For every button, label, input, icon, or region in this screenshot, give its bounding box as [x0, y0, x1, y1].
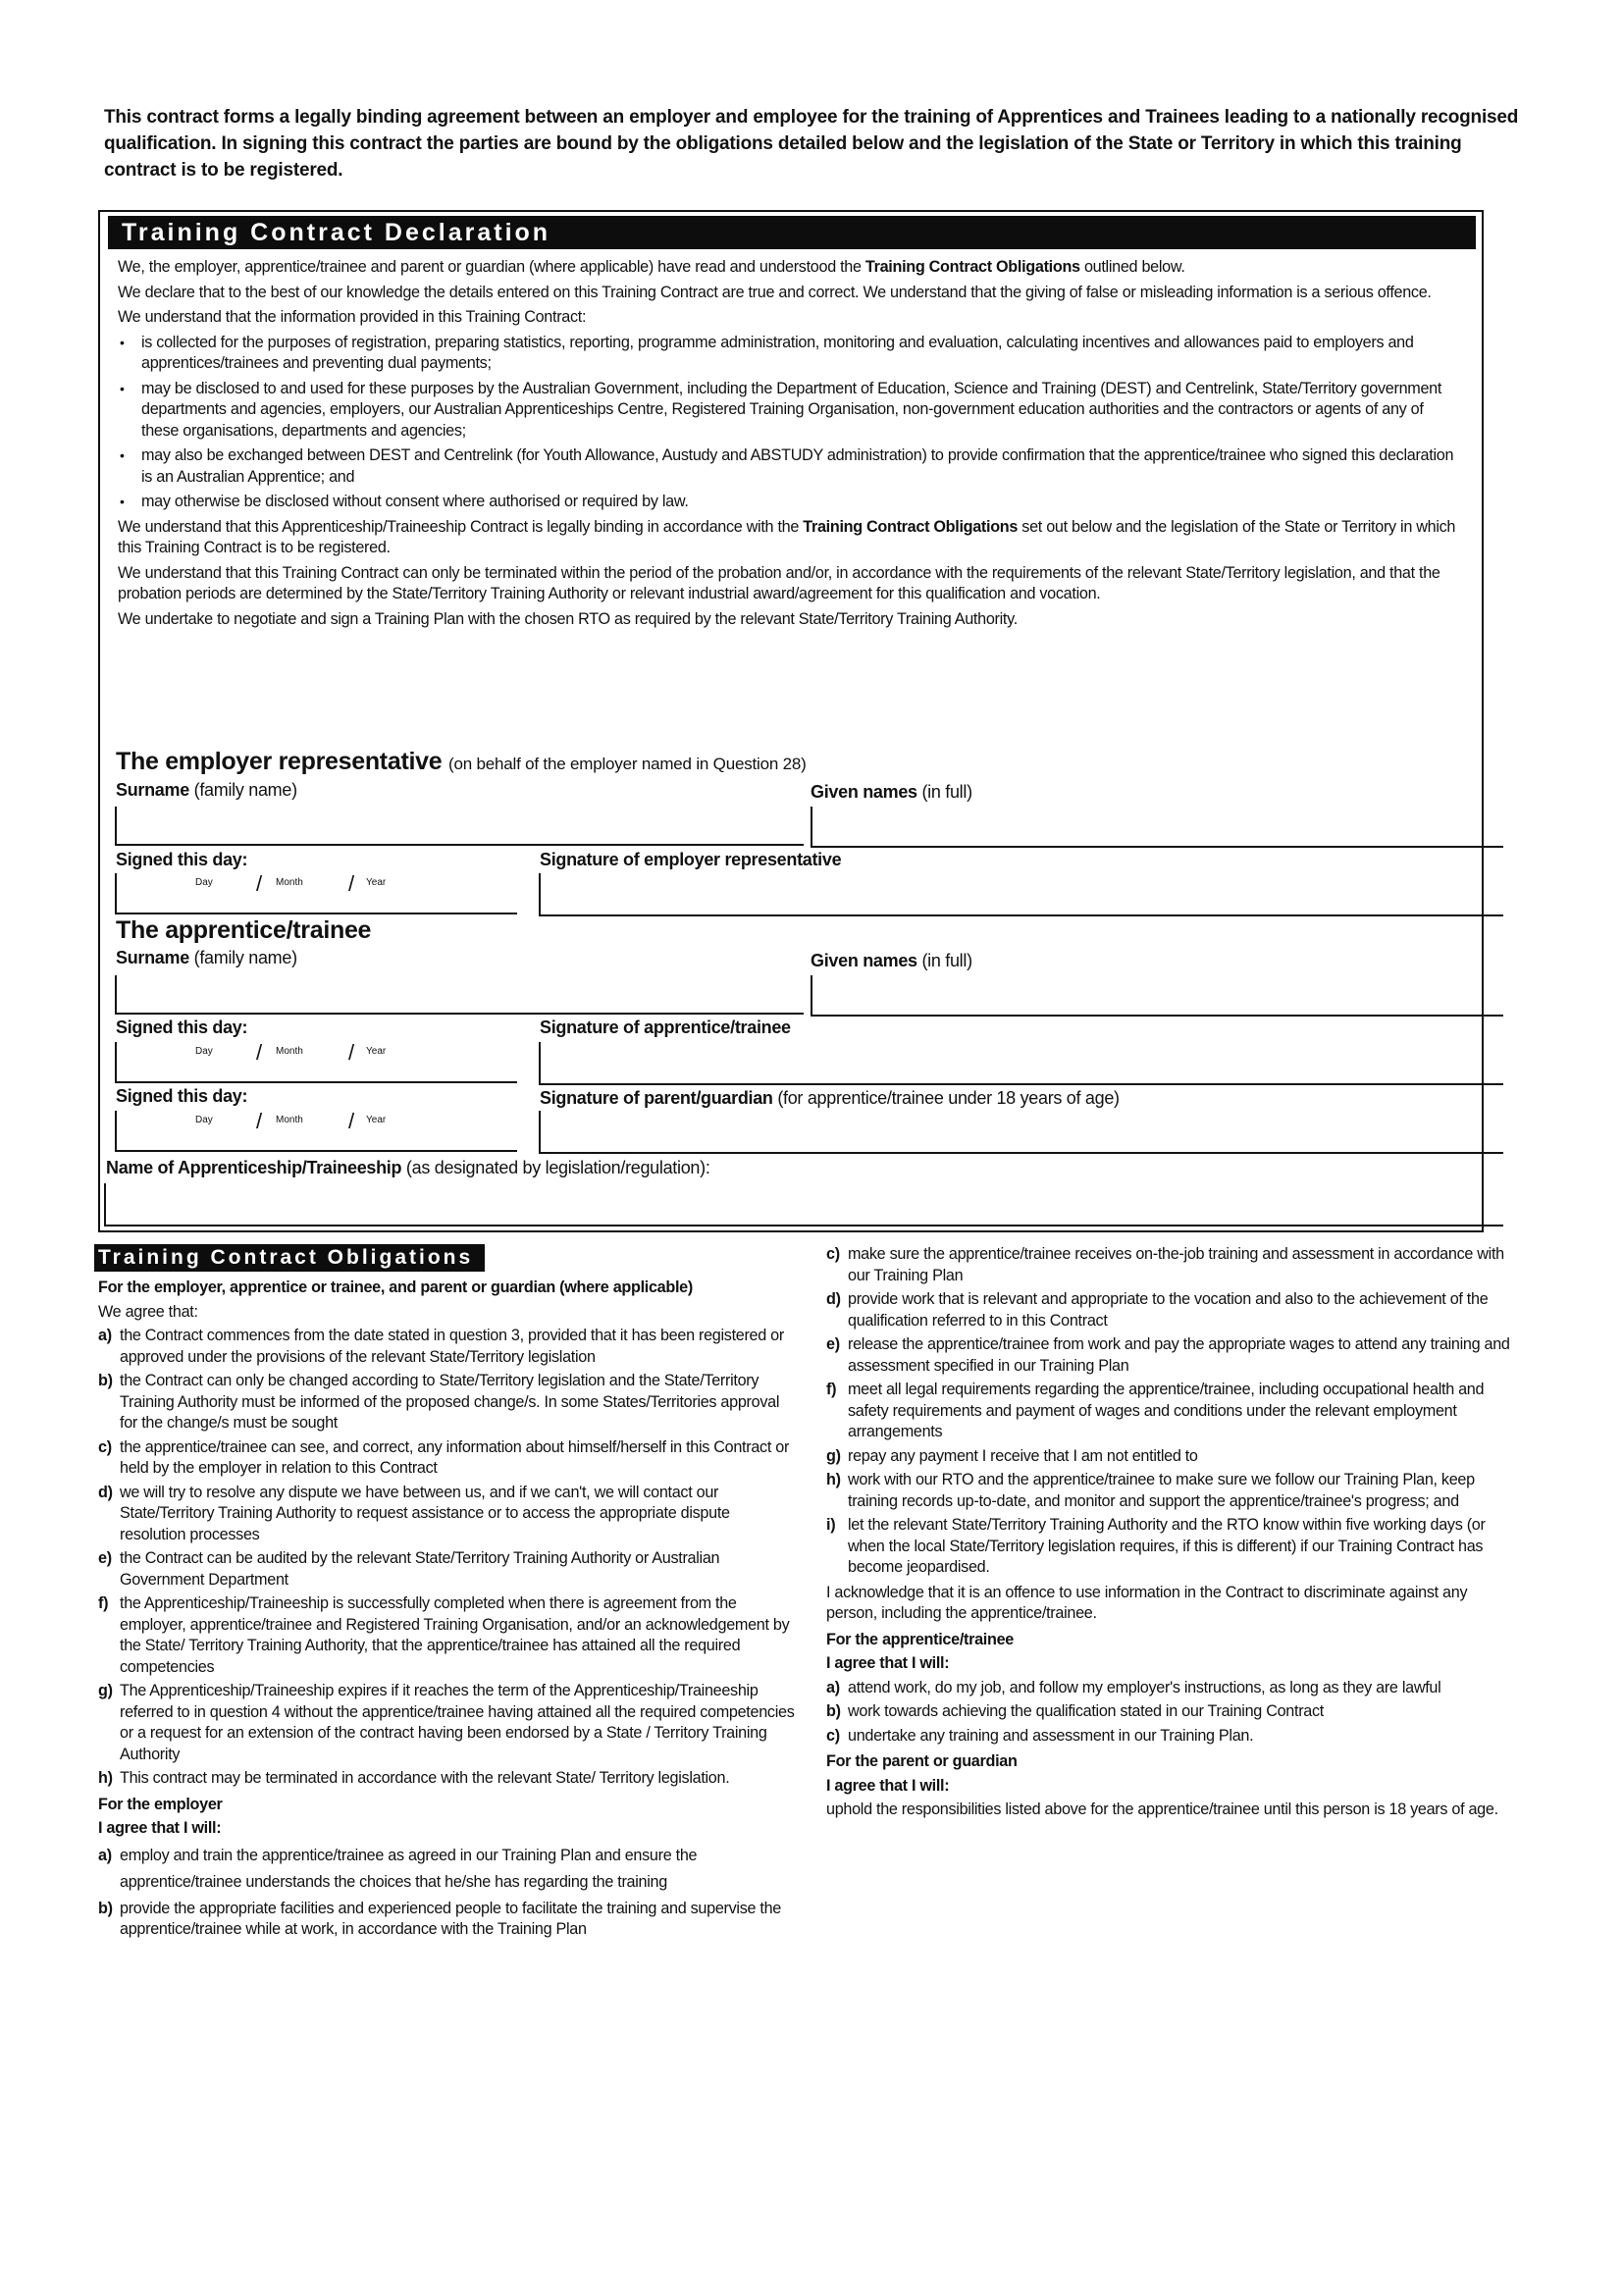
list-item: e) the Contract can be audited by the relevant State/Territory Training Authority or Australian Government Department	[98, 1549, 720, 1589]
year-label: Year	[366, 877, 387, 888]
parent-obligations-text: uphold the responsibilities listed above for the apprentice/trainee until this person is 18 years of age.	[826, 1800, 1498, 1818]
acknowledge-text: I acknowledge that it is an offence to use information in the Contract to discriminate against any person, including the apprentice/trainee.	[826, 1583, 1468, 1622]
month-label: Month	[276, 1115, 303, 1125]
month-label: Month	[276, 1046, 303, 1057]
day-label: Day	[195, 1046, 213, 1057]
employer-surname-field[interactable]	[115, 807, 804, 846]
employer-given-label: Given names (in full)	[811, 782, 972, 802]
apprenticeship-name-label: Name of Apprenticeship/Traineeship (as designated by legislation/regulation):	[106, 1158, 710, 1177]
apprentice-date-field[interactable]	[115, 1042, 517, 1083]
apprentice-surname-field[interactable]	[115, 975, 804, 1015]
parent-signature-label: Signature of parent/guardian (for apprentice/trainee under 18 years of age)	[540, 1088, 1120, 1108]
employer-signature-field[interactable]	[539, 873, 1503, 916]
employer-obligations-list	[98, 1843, 797, 1941]
list-item: g) repay any payment I receive that I am not entitled to	[826, 1446, 1198, 1465]
list-item: e) release the apprentice/trainee from work and pay the appropriate wages to attend any training and assessment specified in our Training Plan	[826, 1335, 1510, 1375]
apprentice-signed-label: Signed this day:	[116, 1018, 248, 1037]
list-item: h) This contract may be terminated in accordance with the relevant State/ Territory legislation.	[98, 1769, 730, 1787]
apprentice-heading: The apprentice/trainee	[116, 916, 372, 944]
parent-signature-field[interactable]	[539, 1111, 1503, 1154]
date-separator: /	[256, 871, 263, 896]
list-item: • is collected for the purposes of registration, preparing statistics, reporting, programme administration, monitoring and evaluation, calculating incentives and allowances paid to employers and apprentices/trainees and preventing dual payments;	[118, 333, 1462, 375]
year-label: Year	[366, 1115, 387, 1125]
list-item: • may otherwise be disclosed without consent where authorised or required by law.	[118, 492, 1462, 513]
apprentice-agree-label: I agree that I will:	[826, 1654, 950, 1672]
declaration-p1: We, the employer, apprentice/trainee and parent or guardian (where applicable) have read and understood the Training Contract Obligations outlined below.	[118, 258, 1185, 276]
list-item: i) let the relevant State/Territory Training Authority and the RTO know within five working days (or when the local State/Territory legislation requires, if this is different) if our Training Contract has become jeopardised.	[826, 1516, 1486, 1576]
list-item: b) work towards achieving the qualification stated in our Training Contract	[826, 1702, 1324, 1720]
apprentice-given-label: Given names (in full)	[811, 951, 972, 970]
list-item: c) the apprentice/trainee can see, and correct, any information about himself/herself in this Contract or held by the employer in relation to this Contract	[98, 1437, 790, 1477]
list-item: d) provide work that is relevant and appropriate to the vocation and also to the achievement of the qualification referred to in this Contract	[826, 1290, 1489, 1330]
year-label: Year	[366, 1046, 387, 1057]
list-item: b) provide the appropriate facilities and experienced people to facilitate the training and supervise the apprentice/trainee while at work, in accordance with the Training Plan	[98, 1899, 782, 1938]
employer-date-field[interactable]	[115, 873, 517, 914]
date-separator: /	[256, 1040, 263, 1065]
declaration-title: Training Contract Declaration	[108, 216, 1476, 249]
employer-given-field[interactable]	[811, 807, 1503, 848]
apprentice-surname-label: Surname (family name)	[116, 948, 297, 967]
declaration-p4: We understand that this Apprenticeship/Traineeship Contract is legally binding in accordance with the Training Contract Obligations set out below and the legislation of the State or Territory in which this Training Contract is to be registered.	[118, 517, 1456, 556]
all-parties-heading: For the employer, apprentice or trainee, and parent or guardian (where applicable)	[98, 1278, 693, 1296]
apprentice-given-field[interactable]	[811, 975, 1503, 1017]
apprentice-signature-field[interactable]	[539, 1042, 1503, 1085]
day-label: Day	[195, 877, 213, 888]
declaration-p5: We understand that this Training Contract can only be terminated within the period of the probation and/or, in accordance with the requirements of the relevant State/Territory legislation, and that the probation periods are determined by the State/Territory Training Authority or relevant industrial award/agreement for this qualification and vocation.	[118, 563, 1440, 602]
employer-surname-label: Surname (family name)	[116, 780, 297, 800]
list-item: f) the Apprenticeship/Traineeship is successfully completed when there is agreement from the employer, apprentice/trainee and Registered Training Organisation, and/or an acknowledgement by the State/ Territory Training Authority, that the apprentice/trainee has attained all the required competencies	[98, 1594, 790, 1676]
employer-signature-label: Signature of employer representative	[540, 850, 842, 869]
list-item: • may be disclosed to and used for these purposes by the Australian Government, including the Department of Education, Science and Training (DEST) and Centrelink, State/Territory government departments and agencies, employers, our Australian Apprenticeships Centre, Registered Training Organisation, non-government education authorities and the contractors or agents of any of these organisations, departments and agencies;	[118, 379, 1462, 443]
list-item: • may also be exchanged between DEST and Centrelink (for Youth Allowance, Austudy and ABSTUDY administration) to provide confirmation that the apprentice/trainee who signed this declaration is an Australian Apprentice; and	[118, 445, 1462, 488]
parent-agree-label: I agree that I will:	[826, 1776, 950, 1795]
list-item: d) we will try to resolve any dispute we have between us, and if we can't, we will contact our State/Territory Training Authority to request assistance or to access the appropriate dispute resolution processes	[98, 1483, 730, 1543]
employer-obligations-list-continued	[826, 1244, 1515, 1579]
list-item: g) The Apprenticeship/Traineeship expires if it reaches the term of the Apprenticeship/Traineeship referred to in question 4 without the apprentice/trainee having attained all the required competencies or a request for an extension of the contract having been endorsed by a State / Territory Training Authority	[98, 1682, 795, 1763]
declaration-p2: We declare that to the best of our knowledge the details entered on this Training Contract are true and correct. We understand that the giving of false or misleading information is a serious offence.	[118, 283, 1432, 301]
employer-rep-heading: The employer representative (on behalf of the employer named in Question 28)	[116, 748, 807, 775]
list-item: c) make sure the apprentice/trainee receives on-the-job training and assessment in accordance with our Training Plan	[826, 1245, 1504, 1284]
obligations-title: Training Contract Obligations	[94, 1244, 485, 1272]
apprentice-obligations-list	[826, 1678, 1515, 1748]
declaration-bullets	[118, 333, 1462, 513]
declaration-p3: We understand that the information provided in this Training Contract:	[118, 308, 587, 326]
list-item: c) undertake any training and assessment in our Training Plan.	[826, 1726, 1254, 1745]
parent-obligations-heading: For the parent or guardian	[826, 1752, 1018, 1770]
list-item: a) employ and train the apprentice/trainee as agreed in our Training Plan and ensure the apprentice/trainee understands the choices that he/she has regarding the training	[98, 1846, 698, 1891]
date-separator: /	[348, 871, 355, 896]
intro-paragraph: This contract forms a legally binding agreement between an employer and employee for the training of Apprentices and Trainees leading to a nationally recognised qualification. In signing this contract the parties are bound by the obligations detailed below and the legislation of the State or Territory in which this training contract is to be registered.	[104, 107, 1519, 181]
we-agree-label: We agree that:	[98, 1302, 198, 1321]
declaration-p6: We undertake to negotiate and sign a Training Plan with the chosen RTO as required by the relevant State/Territory Training Authority.	[118, 609, 1018, 628]
employer-signed-label: Signed this day:	[116, 850, 248, 869]
date-separator: /	[348, 1109, 355, 1133]
all-parties-list	[98, 1326, 797, 1790]
apprentice-signature-label: Signature of apprentice/trainee	[540, 1018, 791, 1037]
employer-agree-label: I agree that I will:	[98, 1819, 222, 1837]
obligations-right-column	[826, 1244, 1515, 1824]
apprentice-obligations-heading: For the apprentice/trainee	[826, 1630, 1014, 1648]
employer-obligations-heading: For the employer	[98, 1795, 223, 1813]
obligations-left-column	[98, 1278, 797, 1945]
apprenticeship-name-field[interactable]	[104, 1183, 1503, 1226]
list-item: a) the Contract commences from the date stated in question 3, provided that it has been registered or approved under the provisions of the relevant State/Territory legislation	[98, 1327, 784, 1366]
list-item: a) attend work, do my job, and follow my employer's instructions, as long as they are lawful	[826, 1678, 1441, 1696]
parent-signed-label: Signed this day:	[116, 1086, 248, 1106]
day-label: Day	[195, 1115, 213, 1125]
list-item: f) meet all legal requirements regarding the apprentice/trainee, including occupational health and safety requirements and payment of wages and conditions under the relevant employment arrangements	[826, 1381, 1485, 1440]
month-label: Month	[276, 877, 303, 888]
date-separator: /	[348, 1040, 355, 1065]
parent-date-field[interactable]	[115, 1111, 517, 1152]
date-separator: /	[256, 1109, 263, 1133]
list-item: h) work with our RTO and the apprentice/trainee to make sure we follow our Training Plan, keep training records up-to-date, and monitor and support the apprentice/trainee's progress; and	[826, 1471, 1475, 1510]
declaration-text	[118, 257, 1462, 634]
list-item: b) the Contract can only be changed according to State/Territory legislation and the State/Territory Training Authority must be informed of the proposed change/s. In some States/Territories approval for the change/s must be sought	[98, 1372, 780, 1432]
